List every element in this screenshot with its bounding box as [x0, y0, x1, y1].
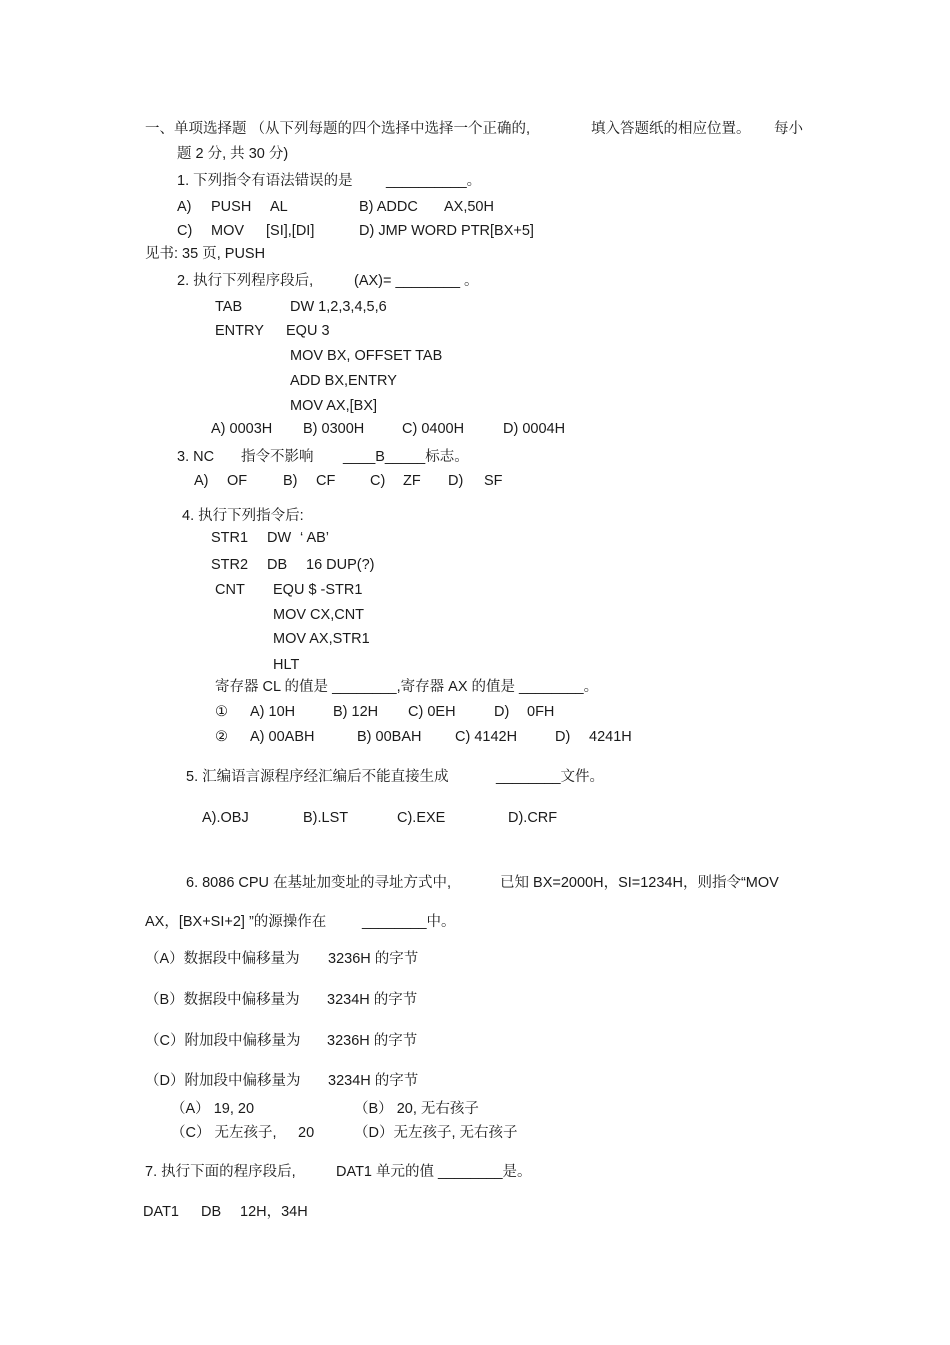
q4-sub2-marker: ② — [215, 729, 228, 745]
q4-code-3: EQU $ -STR1 — [273, 582, 363, 598]
q6-option-c: （C）附加段中偏移量为 — [145, 1033, 301, 1049]
q1-option-a-arg: AL — [270, 199, 288, 215]
q1-option-a-op: PUSH — [211, 199, 252, 215]
tree-option-b: （B） 20, 无右孩子 — [354, 1101, 479, 1117]
q3-stem: 指令不影响 — [241, 449, 314, 465]
tree-option-a: （A） 19, 20 — [171, 1101, 255, 1117]
q4-stem: 4. 执行下列指令后: — [182, 508, 304, 524]
q5-stem: 5. 汇编语言源程序经汇编后不能直接生成 — [186, 769, 449, 785]
q1-option-c-arg: [SI],[DI] — [266, 223, 315, 239]
q1-option-a-key: A) — [177, 199, 192, 215]
q1-note: 见书: 35 页, PUSH — [145, 246, 266, 262]
q5-option-a: A).OBJ — [202, 810, 249, 826]
q5-option-d: D).CRF — [508, 810, 558, 826]
q6-stem: 6. 8086 CPU 在基址加变址的寻址方式中, — [186, 875, 452, 891]
q4-code-label-1: STR1 — [211, 530, 249, 546]
q4-code-label-2: STR2 — [211, 557, 249, 573]
q4-code-4: MOV CX,CNT — [273, 607, 365, 623]
q6-option-c-value: 3236H 的字节 — [327, 1033, 418, 1049]
q7-stem: 7. 执行下面的程序段后, — [145, 1164, 296, 1180]
q1-blank: __________。 — [386, 173, 482, 189]
q4-code-arg-2: 16 DUP(?) — [306, 557, 375, 573]
q1-option-b-arg: AX,50H — [444, 199, 494, 215]
q5-option-c: C).EXE — [397, 810, 446, 826]
q6-option-a: （A）数据段中偏移量为 — [145, 951, 300, 967]
q2-code-3: MOV BX, OFFSET TAB — [290, 348, 443, 364]
q3-option-c: ZF — [403, 473, 421, 489]
q1-stem: 1. 下列指令有语法错误的是 — [177, 173, 353, 189]
q4-code-6: HLT — [273, 657, 300, 673]
q2-code-5: MOV AX,[BX] — [290, 398, 378, 414]
q4-sub2-option-a: A) 00ABH — [250, 729, 315, 745]
q3-option-a: OF — [227, 473, 248, 489]
tree-option-c: （C） 无左孩子, — [171, 1125, 277, 1141]
q6-option-d-value: 3234H 的字节 — [328, 1073, 419, 1089]
q4-sub1-option-a: A) 10H — [250, 704, 296, 720]
q2-stem: 2. 执行下列程序段后, — [177, 273, 314, 289]
q7-code-arg: 12H，34H — [240, 1204, 308, 1220]
q4-code-op-1: DW — [267, 530, 292, 546]
q2-code-1: DW 1,2,3,4,5,6 — [290, 299, 387, 315]
q6-option-d: （D）附加段中偏移量为 — [145, 1073, 301, 1089]
q6-option-a-value: 3236H 的字节 — [328, 951, 419, 967]
section-heading-end: 每小 — [774, 121, 803, 137]
q3-option-b: CF — [316, 473, 336, 489]
q2-code-4: ADD BX,ENTRY — [290, 373, 397, 389]
q3-number: 3. NC — [177, 449, 215, 465]
q6-option-b-value: 3234H 的字节 — [327, 992, 418, 1008]
q2-code-2: EQU 3 — [286, 323, 330, 339]
q7-code-op: DB — [201, 1204, 222, 1220]
section-heading: 一、单项选择题 （从下列每题的四个选择中选择一个正确的, — [145, 121, 531, 137]
q2-option-c: C) 0400H — [402, 421, 465, 437]
q4-sub2-option-b: B) 00BAH — [357, 729, 422, 745]
q2-expr: (AX)= ________ 。 — [354, 273, 479, 289]
q3-blank: ____B_____标志。 — [343, 449, 469, 465]
q4-code-arg-1: ‘ AB’ — [300, 530, 330, 546]
q5-option-b: B).LST — [303, 810, 349, 826]
q1-option-d: D) JMP WORD PTR[BX+5] — [359, 223, 534, 239]
q3-option-c-key: C) — [370, 473, 386, 489]
section-heading-cont: 填入答题纸的相应位置。 — [591, 121, 751, 137]
q3-option-d: SF — [484, 473, 503, 489]
q3-option-a-key: A) — [194, 473, 209, 489]
q4-sub1-marker: ① — [215, 704, 228, 720]
q4-sub1-option-d: 0FH — [527, 704, 555, 720]
q4-code-op-2: DB — [267, 557, 288, 573]
q2-code-label-2: ENTRY — [215, 323, 264, 339]
tree-option-d: （D）无左孩子, 无右孩子 — [354, 1125, 518, 1141]
q4-sub2-option-d: 4241H — [589, 729, 632, 745]
q4-register-question: 寄存器 CL 的值是 ________,寄存器 AX 的值是 ________。 — [215, 679, 599, 695]
q5-blank: ________文件。 — [496, 769, 605, 785]
q4-sub1-option-c: C) 0EH — [408, 704, 456, 720]
q1-option-b-key: B) ADDC — [359, 199, 418, 215]
q4-code-5: MOV AX,STR1 — [273, 631, 370, 647]
q3-option-b-key: B) — [283, 473, 298, 489]
q2-option-b: B) 0300H — [303, 421, 365, 437]
q4-sub1-option-d-key: D) — [494, 704, 510, 720]
q3-option-d-key: D) — [448, 473, 464, 489]
q7-code-label: DAT1 — [143, 1204, 179, 1220]
q6-stem-cont: 已知 BX=2000H，SI=1234H，则指令“MOV — [500, 875, 779, 891]
q4-sub2-option-c: C) 4142H — [455, 729, 518, 745]
section-heading-line2: 题 2 分, 共 30 分) — [177, 146, 289, 162]
q4-sub1-option-b: B) 12H — [333, 704, 379, 720]
q6-option-b: （B）数据段中偏移量为 — [145, 992, 300, 1008]
q2-code-label-1: TAB — [215, 299, 243, 315]
q1-option-c-op: MOV — [211, 223, 245, 239]
q4-code-label-3: CNT — [215, 582, 245, 598]
tree-option-c-value: 20 — [298, 1125, 315, 1141]
q6-stem-line2: AX，[BX+SI+2] ”的源操作在 — [145, 914, 327, 930]
q1-option-c-key: C) — [177, 223, 193, 239]
q2-option-d: D) 0004H — [503, 421, 566, 437]
q6-blank: ________中。 — [362, 914, 456, 930]
q2-option-a: A) 0003H — [211, 421, 273, 437]
q4-sub2-option-d-key: D) — [555, 729, 571, 745]
q7-expr: DAT1 单元的值 ________是。 — [336, 1164, 532, 1180]
